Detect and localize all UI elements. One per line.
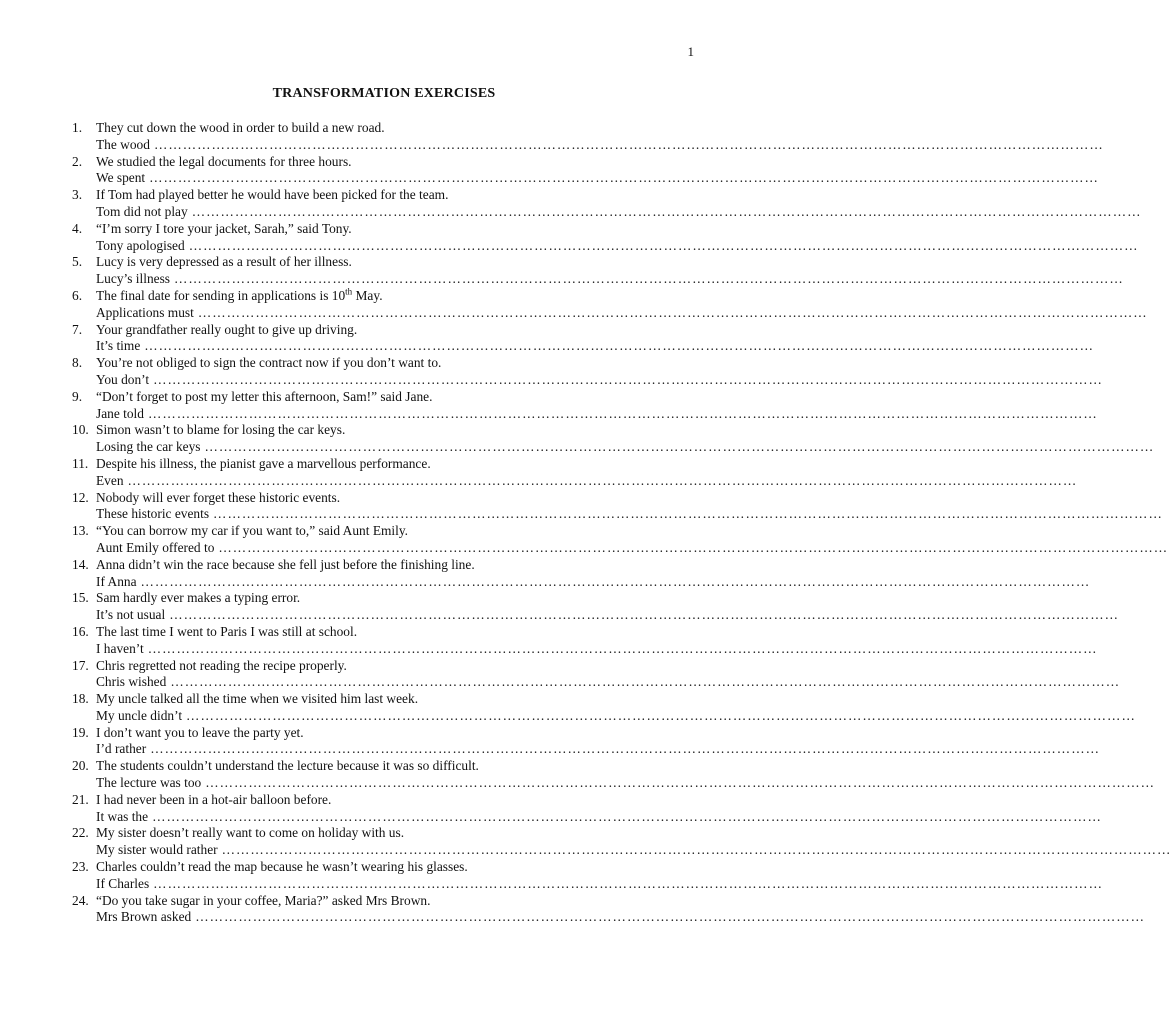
exercise-sentence: I had never been in a hot-air balloon before. — [96, 791, 332, 807]
answer-dots: ……………………………………………………………………………………………………………………………………………………………………………… — [174, 271, 1124, 287]
answer-prompt: Mrs Brown asked — [96, 909, 192, 925]
exercise-sentence: We studied the legal documents for three hours. — [96, 153, 352, 169]
exercise-item — [72, 859, 1103, 893]
answer-dots: ……………………………………………………………………………………………………………………………………………………………………………… — [147, 640, 1098, 656]
exercise-item — [72, 455, 1078, 490]
answer-prompt: The wood — [96, 136, 150, 152]
exercise-sentence: Your grandfather really ought to give up driving. — [96, 321, 358, 337]
answer-dots: ……………………………………………………………………………………………………………………………………………………………………………… — [186, 707, 1136, 723]
exercise-item — [72, 321, 1095, 356]
answer-line[interactable] — [72, 875, 1103, 893]
exercise-item — [72, 220, 1139, 255]
exercise-sentence-row — [72, 355, 696, 372]
exercise-sentence-part: May. — [352, 287, 383, 303]
exercise-sentence-row — [72, 792, 696, 809]
exercise-sentence-part: The final date for sending in applications is 10 — [96, 287, 346, 303]
exercise-sentence-row — [72, 254, 696, 271]
answer-prompt: We spent — [96, 170, 146, 186]
answer-line[interactable] — [72, 271, 1124, 288]
answer-line[interactable] — [72, 674, 1121, 691]
answer-prompt: Applications must — [96, 304, 194, 320]
answer-dots: ……………………………………………………………………………………………………………………………………………………………………………… — [170, 674, 1121, 690]
answer-line[interactable] — [72, 909, 1145, 926]
exercise-number: 21. — [72, 791, 89, 807]
exercise-number: 9. — [72, 388, 83, 404]
exercise-sentence-row — [72, 389, 696, 406]
exercise-number: 23. — [72, 859, 89, 875]
answer-line[interactable] — [72, 842, 1171, 859]
exercise-sentence-row — [72, 288, 696, 305]
exercise-item — [72, 254, 1124, 288]
exercise-item — [72, 724, 1100, 759]
exercise-number: 22. — [72, 825, 89, 841]
answer-dots: ……………………………………………………………………………………………………………………………………………………………………………… — [169, 607, 1119, 623]
exercise-item — [72, 422, 1155, 456]
answer-dots: ……………………………………………………………………………………………………………………………………………………………………………… — [197, 304, 1148, 320]
answer-prompt: Tom did not play — [96, 203, 188, 219]
answer-dots: ……………………………………………………………………………………………………………………………………………………………………………… — [188, 237, 1139, 253]
answer-prompt: Jane told — [96, 405, 144, 421]
answer-dots: ……………………………………………………………………………………………………………………………………………………………………………… — [205, 775, 1156, 791]
page-number: 1 — [687, 44, 694, 59]
exercise-sentence: You’re not obliged to sign the contract now if you don’t want to. — [96, 355, 442, 371]
answer-prompt: Losing the car keys — [96, 439, 201, 455]
answer-prompt: It’s time — [96, 338, 141, 354]
exercise-sentence: Charles couldn’t read the map because he wasn’t wearing his glasses. — [96, 859, 468, 875]
exercise-sentence-row — [72, 187, 696, 204]
exercise-item — [72, 286, 1148, 322]
exercise-number: 12. — [72, 489, 89, 505]
answer-line[interactable] — [72, 472, 1078, 490]
exercise-number: 13. — [72, 523, 89, 539]
exercise-item — [72, 489, 1163, 524]
exercise-number: 10. — [72, 422, 89, 438]
answer-dots: ……………………………………………………………………………………………………………………………………………………………………………… — [147, 405, 1098, 421]
exercise-number: 18. — [72, 691, 89, 707]
exercise-sentence: My uncle talked all the time when we visited him last week. — [96, 691, 419, 707]
answer-prompt: These historic events — [96, 506, 210, 522]
exercise-sentence-row — [72, 691, 696, 708]
answer-line[interactable] — [72, 506, 1163, 523]
exercise-number: 15. — [72, 590, 89, 606]
exercise-number: 20. — [72, 758, 89, 774]
exercise-number: 7. — [72, 321, 83, 337]
exercise-number: 17. — [72, 657, 89, 673]
exercise-item — [72, 623, 1098, 658]
answer-prompt: I haven’t — [96, 640, 144, 656]
answer-dots: ……………………………………………………………………………………………………………………………………………………………………………… — [204, 439, 1155, 455]
answer-line[interactable] — [72, 136, 1104, 154]
exercise-item — [72, 556, 1091, 591]
exercise-sentence-row — [72, 758, 696, 775]
exercise-sentence: They cut down the wood in order to build a new road. — [96, 120, 385, 135]
exercise-sentence: Chris regretted not reading the recipe properly. — [96, 657, 347, 673]
answer-prompt: If Anna — [96, 573, 137, 589]
exercise-number: 8. — [72, 355, 83, 371]
exercise-sentence-row — [72, 322, 696, 339]
exercise-item — [72, 758, 1156, 792]
exercise-sentence: Simon wasn’t to blame for losing the car keys. — [96, 422, 346, 438]
answer-prompt: You don’t — [96, 371, 150, 387]
answer-line[interactable] — [72, 808, 1102, 826]
exercise-item — [72, 590, 1119, 624]
exercise-sentence: “Do you take sugar in your coffee, Maria?” asked Mrs Brown. — [96, 892, 431, 908]
answer-line[interactable] — [72, 338, 1095, 355]
answer-line[interactable] — [72, 405, 1098, 423]
exercise-item — [72, 153, 1099, 188]
exercise-sentence-row — [72, 893, 696, 910]
exercise-item — [72, 523, 1169, 557]
exercise-sentence: “You can borrow my car if you want to,” said Aunt Emily. — [96, 523, 409, 539]
exercise-item — [72, 388, 1098, 423]
exercise-item — [72, 657, 1121, 692]
exercise-number: 6. — [72, 287, 83, 303]
answer-dots: ……………………………………………………………………………………………………………………………………………………………………………… — [150, 741, 1100, 757]
answer-line[interactable] — [72, 573, 1091, 591]
answer-line[interactable] — [72, 607, 1119, 624]
exercise-sentence-row — [72, 624, 696, 641]
exercise-sentence-row — [72, 120, 696, 137]
exercise-sentence: If Tom had played better he would have been picked for the team. — [96, 187, 449, 203]
answer-dots: ……………………………………………………………………………………………………………………………………………………………………………… — [218, 539, 1169, 555]
exercise-number: 19. — [72, 724, 89, 740]
answer-prompt: If Charles — [96, 875, 150, 891]
exercise-sentence-row — [72, 422, 696, 439]
exercise-sentence: I don’t want you to leave the party yet. — [96, 724, 304, 740]
exercise-number: 14. — [72, 556, 89, 572]
exercise-sentence-row — [72, 590, 696, 607]
exercise-item — [72, 892, 1145, 927]
answer-prompt: Chris wished — [96, 674, 167, 690]
answer-dots: ……………………………………………………………………………………………………………………………………………………………………………… — [213, 506, 1163, 522]
answer-dots: ……………………………………………………………………………………………………………………………………………………………………………… — [195, 909, 1145, 925]
answer-prompt: Lucy’s illness — [96, 271, 171, 287]
answer-dots: ……………………………………………………………………………………………………………………………………………………………………………… — [152, 808, 1102, 824]
exercise-sentence-row — [72, 456, 696, 473]
answer-dots: ……………………………………………………………………………………………………………………………………………………………………………… — [149, 170, 1099, 186]
exercise-sentence-row — [72, 490, 696, 507]
exercise-sentence: My sister doesn’t really want to come on holiday with us. — [96, 825, 405, 841]
exercise-sentence-row — [72, 658, 696, 675]
exercise-sentence: The students couldn’t understand the lecture because it was so difficult. — [96, 758, 479, 774]
answer-line[interactable] — [72, 741, 1100, 758]
answer-line[interactable] — [72, 539, 1169, 557]
exercise-sentence-row — [72, 859, 696, 876]
answer-prompt: It was the — [96, 808, 149, 824]
exercise-sentence-row — [72, 523, 696, 540]
exercise-number: 5. — [72, 254, 83, 270]
answer-line[interactable] — [72, 439, 1155, 456]
exercise-number: 24. — [72, 892, 89, 908]
answer-prompt: I’d rather — [96, 741, 147, 757]
exercise-item — [72, 187, 1142, 221]
answer-line[interactable] — [72, 304, 1148, 322]
answer-line[interactable] — [72, 237, 1139, 255]
answer-dots: ……………………………………………………………………………………………………………………………………………………………………………… — [153, 371, 1103, 387]
ordinal-suffix: th — [345, 286, 353, 297]
answer-prompt: Tony apologised — [96, 237, 185, 253]
answer-prompt: Aunt Emily offered to — [96, 539, 215, 555]
answer-line[interactable] — [72, 640, 1098, 658]
exercise-sentence-row — [72, 725, 696, 742]
answer-prompt: My sister would rather — [96, 842, 218, 858]
exercise-number: 3. — [72, 187, 83, 203]
exercise-item — [72, 825, 1171, 859]
answer-prompt: Even — [96, 472, 124, 488]
exercise-sentence: Sam hardly ever makes a typing error. — [96, 590, 301, 606]
exercise-item — [72, 355, 1103, 389]
exercise-number: 4. — [72, 220, 83, 236]
exercise-sentence: The last time I went to Paris I was still at school. — [96, 623, 358, 639]
exercise-item — [72, 791, 1102, 826]
answer-line[interactable] — [72, 775, 1156, 792]
exercise-number: 2. — [72, 153, 83, 169]
answer-dots: ……………………………………………………………………………………………………………………………………………………………………………… — [153, 136, 1104, 152]
page-title: TRANSFORMATION EXERCISES — [272, 86, 496, 101]
answer-dots: ……………………………………………………………………………………………………………………………………………………………………………… — [140, 573, 1091, 589]
answer-dots: ……………………………………………………………………………………………………………………………………………………………………………… — [221, 842, 1171, 858]
exercise-sentence: Anna didn’t win the race because she fell just before the finishing line. — [96, 556, 475, 572]
answer-prompt: It’s not usual — [96, 607, 166, 623]
exercise-sentence-row — [72, 825, 696, 842]
answer-dots: ……………………………………………………………………………………………………………………………………………………………………………… — [144, 338, 1095, 354]
answer-line[interactable] — [72, 170, 1099, 187]
exercise-list — [72, 120, 1171, 926]
exercise-number: 1. — [72, 120, 83, 135]
exercise-number: 11. — [72, 455, 89, 471]
exercise-sentence: Despite his illness, the pianist gave a marvellous performance. — [96, 455, 431, 471]
answer-dots: ……………………………………………………………………………………………………………………………………………………………………………… — [153, 875, 1103, 891]
exercise-number: 16. — [72, 623, 89, 639]
exercise-sentence-row — [72, 557, 696, 574]
answer-line[interactable] — [72, 203, 1142, 221]
exercise-sentence: “I’m sorry I tore your jacket, Sarah,” said Tony. — [96, 220, 352, 236]
exercise-sentence: “Don’t forget to post my letter this afternoon, Sam!” said Jane. — [96, 388, 433, 404]
answer-prompt: The lecture was too — [96, 775, 202, 791]
exercise-sentence: Nobody will ever forget these historic events. — [96, 489, 341, 505]
exercise-sentence-row — [72, 154, 696, 171]
answer-line[interactable] — [72, 707, 1136, 725]
answer-line[interactable] — [72, 371, 1103, 389]
exercise-item — [72, 691, 1136, 725]
exercise-item — [72, 120, 1104, 154]
exercise-sentence: Lucy is very depressed as a result of her illness. — [96, 254, 352, 270]
exercise-sentence — [96, 288, 383, 305]
exercise-sentence-row — [72, 221, 696, 238]
answer-prompt: My uncle didn’t — [96, 707, 183, 723]
answer-dots: ……………………………………………………………………………………………………………………………………………………………………………… — [127, 472, 1078, 488]
answer-dots: ……………………………………………………………………………………………………………………………………………………………………………… — [191, 203, 1142, 219]
